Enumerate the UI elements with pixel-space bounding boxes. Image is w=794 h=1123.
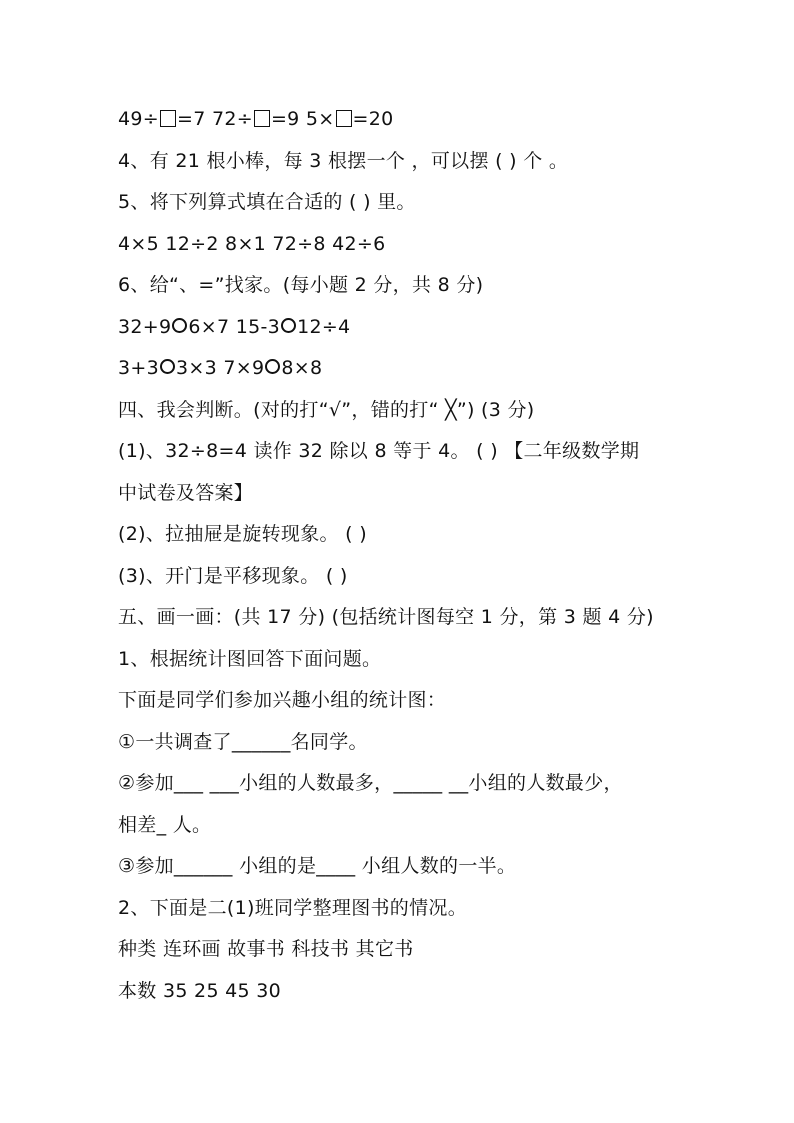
line-text: 32+9 bbox=[118, 315, 172, 338]
line-text: 下面是同学们参加兴趣小组的统计图： bbox=[118, 689, 447, 711]
line-text: ②参加___ ___小组的人数最多，_____ __小组的人数最少， bbox=[118, 772, 623, 794]
line-text: (3)、开门是平移现象。 ( ) bbox=[118, 564, 348, 587]
line-text: (2)、拉抽屉是旋转现象。 ( ) bbox=[118, 523, 367, 545]
blank-box bbox=[336, 110, 352, 127]
line-text: 1、根据统计图回答下面问题。 bbox=[118, 647, 382, 670]
text-line bbox=[118, 975, 718, 1017]
text-line bbox=[118, 394, 718, 436]
blank-circle bbox=[265, 359, 280, 374]
text-line bbox=[118, 186, 718, 228]
line-text: 4×5 12÷2 8×1 72÷8 42÷6 bbox=[118, 232, 386, 255]
line-text: =20 bbox=[352, 108, 394, 130]
text-line bbox=[118, 311, 718, 353]
text-line bbox=[118, 477, 718, 519]
text-line bbox=[118, 643, 718, 685]
line-text: 本数 35 25 45 30 bbox=[118, 979, 282, 1002]
line-text: 相差_ 人。 bbox=[118, 813, 212, 836]
text-line bbox=[118, 352, 718, 394]
line-text: 2、下面是二(1)班同学整理图书的情况。 bbox=[118, 896, 468, 919]
line-text: =7 72÷ bbox=[177, 108, 253, 130]
blank-box bbox=[254, 110, 270, 127]
line-text: 4、有 21 根小棒，每 3 根摆一个 ，可以摆 ( ) 个 。 bbox=[118, 149, 569, 172]
line-text: 3×3 7×9 bbox=[176, 357, 265, 379]
document-page bbox=[118, 103, 718, 1016]
text-line bbox=[118, 809, 718, 851]
line-text: ③参加______ 小组的是____ 小组人数的一半。 bbox=[118, 855, 517, 877]
text-line bbox=[118, 145, 718, 187]
blank-circle bbox=[281, 318, 296, 333]
text-line bbox=[118, 601, 718, 643]
blank-circle bbox=[172, 318, 187, 333]
text-line bbox=[118, 435, 718, 477]
blank-circle bbox=[160, 359, 175, 374]
line-text: 49÷ bbox=[118, 108, 159, 130]
text-line bbox=[118, 933, 718, 975]
line-text: (1)、32÷8=4 读作 32 除以 8 等于 4。 ( ) 【二年级数学期 bbox=[118, 440, 640, 462]
line-text: 中试卷及答案】 bbox=[118, 481, 254, 504]
text-line bbox=[118, 518, 718, 560]
line-text: 8×8 bbox=[281, 357, 323, 379]
blank-box bbox=[160, 110, 176, 127]
line-text: 种类 连环画 故事书 科技书 其它书 bbox=[118, 938, 414, 960]
text-line bbox=[118, 767, 718, 809]
text-line bbox=[118, 850, 718, 892]
line-text: 6、给“、=”找家。(每小题 2 分，共 8 分) bbox=[118, 274, 484, 296]
text-line bbox=[118, 892, 718, 934]
text-line bbox=[118, 726, 718, 768]
line-text: 3+3 bbox=[118, 357, 159, 379]
text-line bbox=[118, 560, 718, 602]
line-text: 四、我会判断。(对的打“√”，错的打“ ╳”) (3 分) bbox=[118, 398, 535, 421]
text-line bbox=[118, 684, 718, 726]
line-text: 6×7 15-3 bbox=[188, 315, 281, 338]
text-line bbox=[118, 103, 718, 145]
line-text: 5、将下列算式填在合适的 ( ) 里。 bbox=[118, 191, 416, 213]
text-line bbox=[118, 228, 718, 270]
line-text: ①一共调查了______名同学。 bbox=[118, 730, 368, 753]
line-text: 12÷4 bbox=[297, 315, 351, 338]
line-text: =9 5× bbox=[270, 108, 335, 130]
line-text: 五、画一画：(共 17 分) (包括统计图每空 1 分，第 3 题 4 分) bbox=[118, 606, 654, 628]
text-line bbox=[118, 269, 718, 311]
